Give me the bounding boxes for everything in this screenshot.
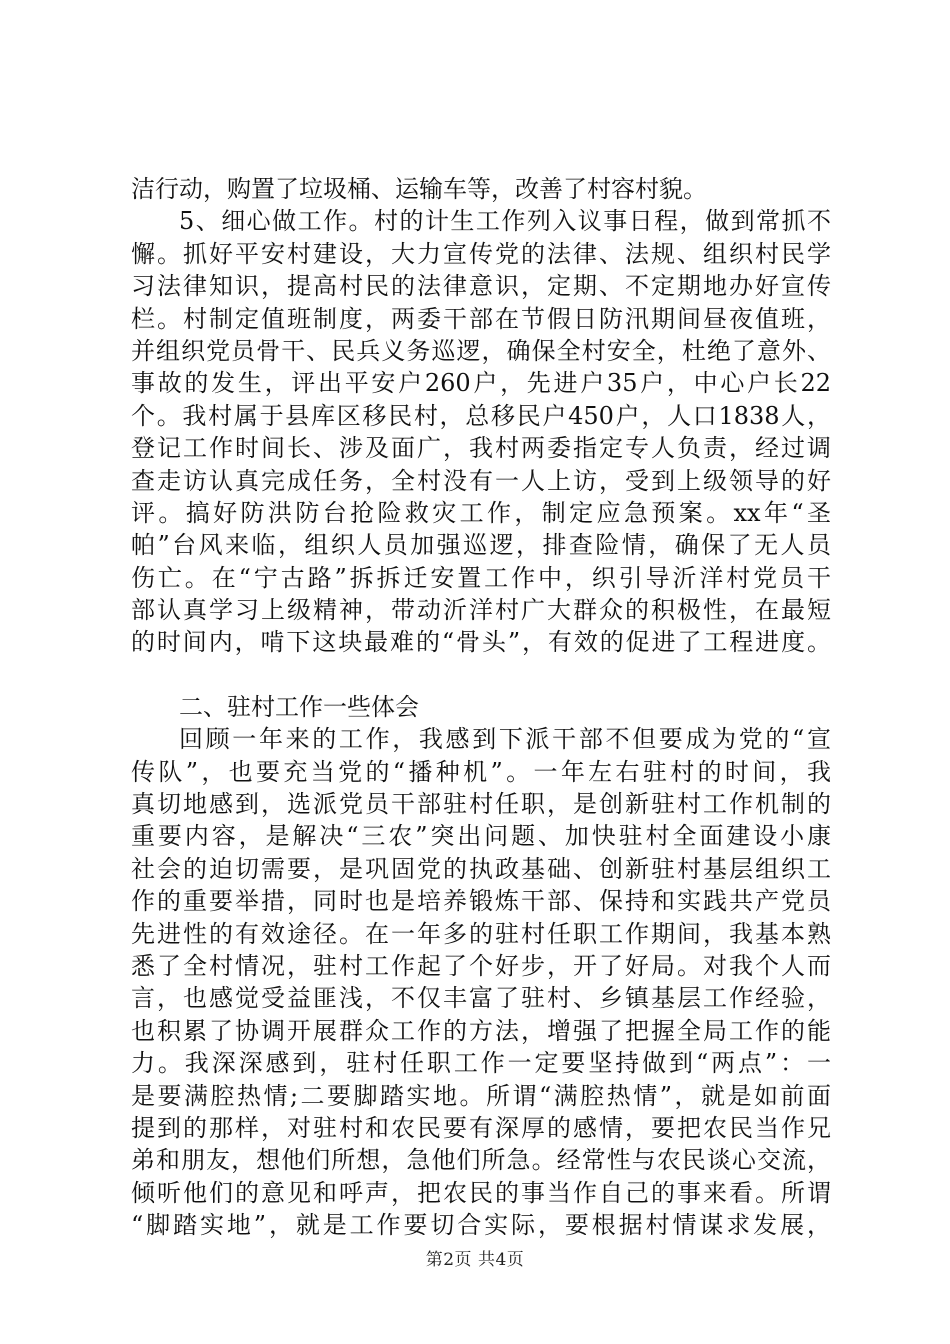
text-line: 洁行动，购置了垃圾桶、运输车等，改善了村容村貌。 [131, 175, 707, 203]
text-line: 并组织党员骨干、民兵义务巡逻，确保全村安全，杜绝了意外、 [131, 336, 831, 365]
text-line: 查走访认真完成任务，全村没有一人上访，受到上级领导的好 [131, 466, 831, 495]
text-line: 回顾一年来的工作，我感到下派干部不但要成为党的“宣 [179, 725, 831, 754]
text-line: 真切地感到，选派党员干部驻村任职，是创新驻村工作机制的 [131, 790, 831, 819]
text-line: 提到的那样，对驻村和农民要有深厚的感情，要把农民当作兄 [131, 1113, 831, 1142]
text-line: 倾听他们的意见和呼声，把农民的事当作自己的事来看。所谓 [131, 1178, 831, 1207]
text-line: 传队”，也要充当党的“播种机”。一年左右驻村的时间，我 [131, 757, 831, 786]
text-line: 帕”台风来临，组织人员加强巡逻，排查险情，确保了无人员 [131, 531, 831, 560]
text-line: 个。我村属于县库区移民村，总移民户450户，人口1838人， [131, 401, 831, 430]
paragraph-gap [131, 659, 831, 691]
text-line: 弟和朋友，想他们所想，急他们所急。经常性与农民谈心交流， [131, 1146, 831, 1175]
text-line: 也积累了协调开展群众工作的方法，增强了把握全局工作的能 [131, 1016, 831, 1045]
text-line: 习法律知识，提高村民的法律意识，定期、不定期地办好宣传 [131, 272, 831, 301]
text-line: 的时间内，啃下这块最难的“骨头”，有效的促进了工程进度。 [131, 628, 831, 657]
text-line: 懈。抓好平安村建设，大力宣传党的法律、法规、组织村民学 [131, 239, 831, 268]
text-line: “脚踏实地”，就是工作要切合实际，要根据村情谋求发展， [131, 1211, 831, 1240]
text-line: 作的重要举措，同时也是培养锻炼干部、保持和实践共产党员 [131, 887, 831, 916]
section-heading: 二、驻村工作一些体会 [179, 692, 419, 721]
body-text [131, 173, 831, 1242]
text-line: 登记工作时间长、涉及面广，我村两委指定专人负责，经过调 [131, 434, 831, 463]
text-line: 是要满腔热情;二要脚踏实地。所谓“满腔热情”，就是如前面 [131, 1081, 831, 1110]
text-line: 言，也感觉受益匪浅，不仅丰富了驻村、乡镇基层工作经验， [131, 984, 831, 1013]
text-line: 栏。村制定值班制度，两委干部在节假日防汛期间昼夜值班， [131, 304, 831, 333]
text-line: 重要内容，是解决“三农”突出问题、加快驻村全面建设小康 [131, 822, 831, 851]
text-line: 部认真学习上级精神，带动沂洋村广大群众的积极性，在最短 [131, 596, 831, 625]
text-line: 事故的发生，评出平安户260户，先进户35户，中心户长22 [131, 369, 831, 398]
text-line: 评。搞好防洪防台抢险救灾工作，制定应急预案。xx年“圣 [131, 498, 831, 527]
text-line: 先进性的有效途径。在一年多的驻村任职工作期间，我基本熟 [131, 919, 831, 948]
text-line: 社会的迫切需要，是巩固党的执政基础、创新驻村基层组织工 [131, 854, 831, 883]
text-line: 5、细心做工作。村的计生工作列入议事日程，做到常抓不 [179, 207, 831, 236]
page-footer: 第2页 共4页 [425, 1250, 525, 1270]
text-line: 悉了全村情况，驻村工作起了个好步，开了好局。对我个人而 [131, 951, 831, 980]
text-line: 力。我深深感到，驻村任职工作一定要坚持做到“两点”：一 [131, 1049, 831, 1078]
text-line: 伤亡。在“宁古路”拆拆迁安置工作中，织引导沂洋村党员干 [131, 563, 831, 592]
